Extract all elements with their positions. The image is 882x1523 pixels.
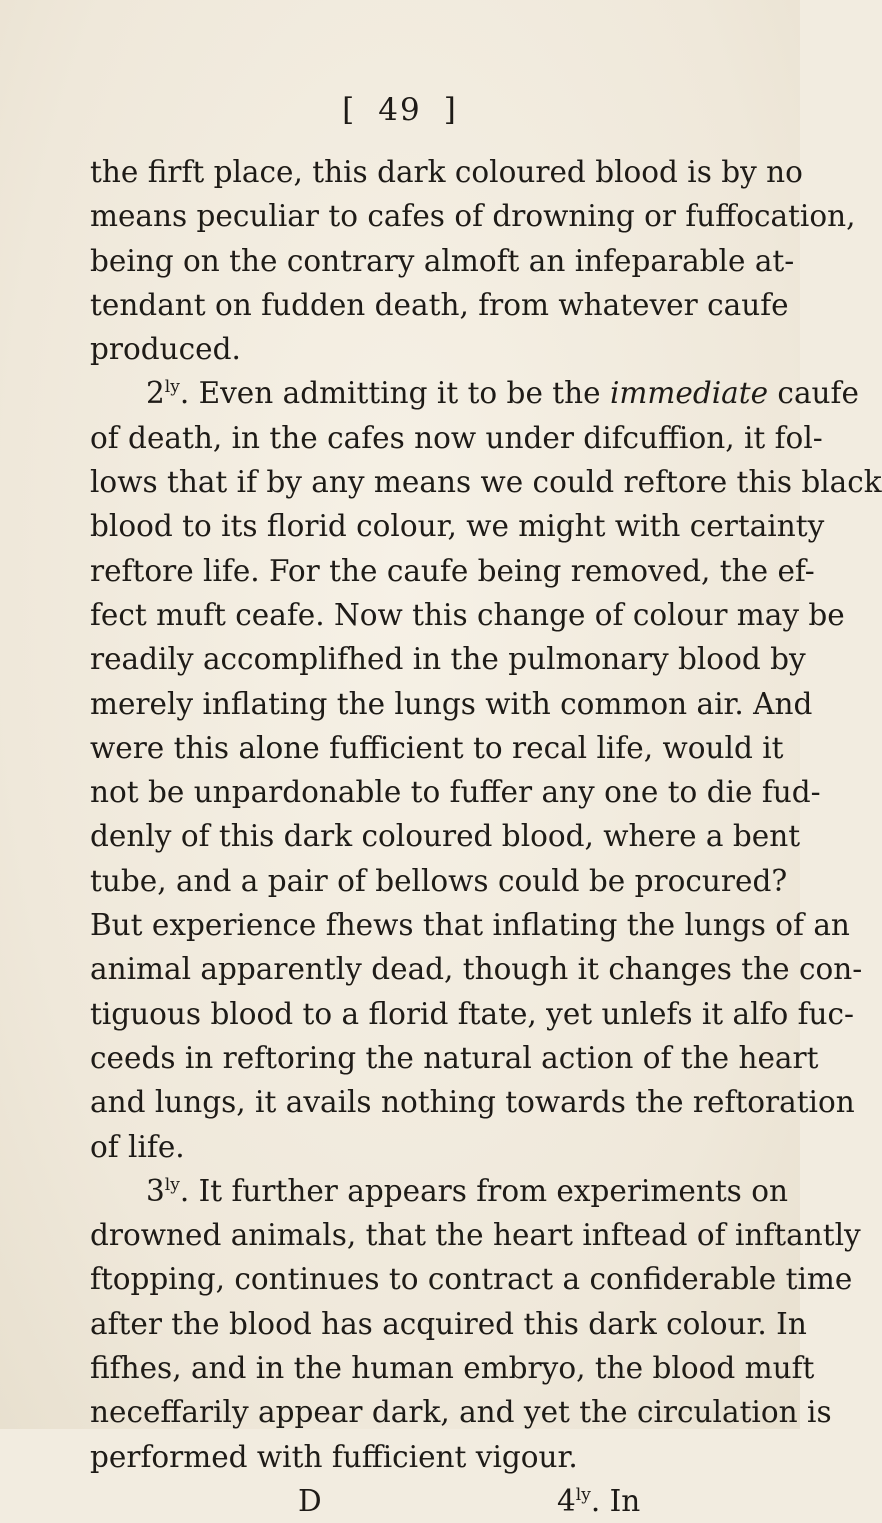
header-left-bracket: [ — [342, 92, 357, 128]
text-line: blood to its florid colour, we might with certainty — [90, 509, 825, 544]
page-number: 49 — [378, 92, 422, 128]
text-segment: . It further appears from experiments on — [179, 1173, 788, 1208]
catchword-text: . In — [590, 1483, 641, 1518]
catchword — [557, 1479, 640, 1523]
page-header — [0, 92, 800, 128]
italic-word: immediate — [609, 376, 769, 411]
paragraph-3-first-line — [90, 1169, 788, 1213]
catchword-superscript: ly — [575, 1485, 591, 1506]
page-footer — [90, 1479, 680, 1523]
text-line: denly of this dark coloured blood, where a bent — [90, 819, 801, 854]
text-line: ceeds in reftoring the natural action of the heart — [90, 1040, 819, 1075]
text-line: tendant on fudden death, from whatever caufe — [90, 287, 789, 322]
text-line: merely inflating the lungs with common air. And — [90, 686, 813, 721]
catchword-numeral: 4 — [557, 1483, 576, 1518]
text-line: of death, in the cafes now under difcuffion, it fol- — [90, 420, 823, 455]
text-line: reftore life. For the caufe being removed, the ef- — [90, 553, 815, 588]
text-line: tube, and a pair of bellows could be procured? — [90, 863, 788, 898]
text-segment: . Even admitting it to be the — [179, 376, 610, 411]
paragraph-3-numeral: 3 — [146, 1173, 165, 1208]
text-line: readily accomplifhed in the pulmonary blood by — [90, 642, 806, 677]
text-line: drowned animals, that the heart inftead of inftantly — [90, 1218, 861, 1253]
text-line: of life. — [90, 1129, 185, 1164]
text-line: But experience fhews that inflating the lungs of an — [90, 908, 850, 943]
text-line: tiguous blood to a florid ftate, yet unlefs it alfo fuc- — [90, 996, 855, 1031]
paragraph-2-numeral: 2 — [146, 376, 165, 411]
text-line: means peculiar to cafes of drowning or fuffocation, — [90, 199, 856, 234]
text-line: fect muft ceafe. Now this change of colour may be — [90, 597, 845, 632]
paragraph-3-superscript: ly — [164, 1175, 180, 1195]
text-line: neceffarily appear dark, and yet the circulation is — [90, 1395, 832, 1430]
text-line: performed with fufficient vigour. — [90, 1439, 578, 1474]
paragraph-2-superscript: ly — [164, 377, 180, 398]
text-line: were this alone fufficient to recal life, would it — [90, 730, 784, 765]
header-right-bracket: ] — [443, 92, 458, 128]
text-line: fifhes, and in the human embryo, the blood muft — [90, 1351, 815, 1386]
text-line: ftopping, continues to contract a confiderable time — [90, 1262, 853, 1297]
text-line: the firft place, this dark coloured blood is by no — [90, 155, 803, 189]
text-line: and lungs, it avails nothing towards the reftoration — [90, 1085, 855, 1120]
text-line: being on the contrary almoft an infeparable at- — [90, 243, 795, 278]
signature-mark: D — [298, 1483, 322, 1518]
text-line: after the blood has acquired this dark colour. In — [90, 1306, 807, 1341]
text-line: produced. — [90, 332, 241, 367]
text-line: not be unpardonable to fuffer any one to die fud- — [90, 775, 821, 810]
body-text — [90, 150, 882, 1523]
paragraph-2-first-line — [90, 371, 859, 415]
text-line: animal apparently dead, though it changes the con- — [90, 952, 863, 987]
text-line: lows that if by any means we could reftore this black — [90, 465, 882, 500]
text-segment: caufe — [768, 376, 859, 411]
